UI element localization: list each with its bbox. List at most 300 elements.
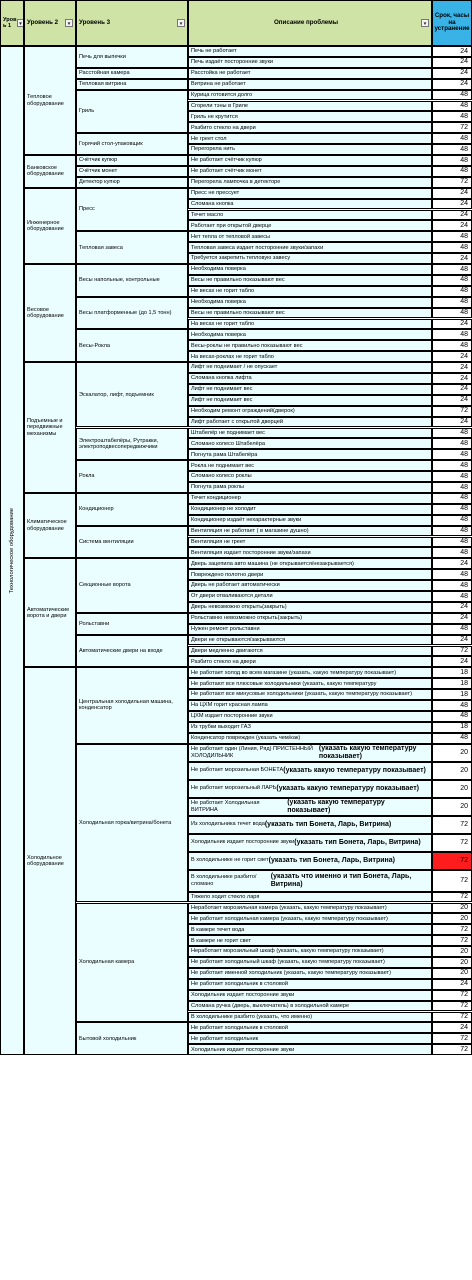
level-3-item	[76, 166, 188, 177]
deadline-hours-value: 72	[460, 123, 468, 131]
deadline-hours-value: 48	[460, 243, 468, 251]
problem-description	[188, 1001, 432, 1012]
problem-description-emphasis: (указать какую температуру показывает)	[318, 744, 417, 760]
deadline-hours	[432, 935, 472, 946]
problem-description	[188, 558, 432, 569]
deadline-hours-value: 72	[460, 936, 468, 944]
problem-description-text: Не греет стол	[191, 135, 227, 142]
problem-description	[188, 242, 432, 253]
problem-description-text: Неработает морозильная камера (указать, какую температуру показывает)	[191, 904, 387, 911]
deadline-hours	[432, 417, 472, 428]
problem-description-text: Штабелёр не поднимает вес	[191, 429, 265, 436]
deadline-hours-value: 48	[460, 232, 468, 240]
deadline-hours-value: 48	[460, 276, 468, 284]
deadline-hours	[432, 591, 472, 602]
deadline-hours	[432, 834, 472, 852]
deadline-hours	[432, 220, 472, 231]
deadline-hours-value: 20	[460, 958, 468, 966]
problem-description-text: Не работают все минусовые холодильники (указать, какую температуру показывает)	[191, 691, 412, 698]
problem-description	[188, 351, 432, 362]
problem-description-text: Сломана кнопка	[191, 200, 234, 207]
problem-description	[188, 834, 432, 852]
filter-dropdown-icon[interactable]: ▾	[421, 19, 429, 27]
level-3-label: Пресс	[79, 206, 95, 213]
problem-description-text: Тяжело ходит стекло ларя	[191, 893, 260, 900]
problem-description	[188, 515, 432, 526]
deadline-hours-value: 24	[460, 603, 468, 611]
level-3-label: Печь для выпечки	[79, 53, 126, 60]
problem-description-text: Лифт работает с открытой дверцей	[191, 418, 283, 425]
deadline-hours-value: 48	[460, 570, 468, 578]
problem-description	[188, 319, 432, 330]
filter-dropdown-icon[interactable]: ▾	[17, 19, 24, 27]
problem-description	[188, 547, 432, 558]
problem-description	[188, 384, 432, 395]
problem-description-text: Не работает морозильный ЛАРЬ	[191, 785, 277, 792]
deadline-hours	[432, 656, 472, 667]
level-3-item	[76, 297, 188, 330]
problem-description	[188, 762, 432, 780]
deadline-hours-value: 20	[460, 748, 468, 756]
deadline-hours	[432, 122, 472, 133]
problem-description	[188, 231, 432, 242]
deadline-hours-value: 24	[460, 47, 468, 55]
deadline-hours-value: 48	[460, 461, 468, 469]
problem-description	[188, 210, 432, 221]
deadline-hours	[432, 1001, 472, 1012]
problem-description	[188, 133, 432, 144]
deadline-hours-value: 72	[460, 178, 468, 186]
problem-description	[188, 68, 432, 79]
deadline-hours-value: 18	[460, 668, 468, 676]
problem-description-text: Холодильник издает посторонние звуки	[191, 839, 295, 846]
deadline-hours-value: 48	[460, 548, 468, 556]
header-level-3	[76, 0, 188, 46]
deadline-hours	[432, 613, 472, 624]
deadline-hours	[432, 913, 472, 924]
deadline-hours-value: 72	[460, 876, 468, 884]
header-deadline	[432, 0, 472, 46]
problem-description	[188, 591, 432, 602]
problem-description	[188, 297, 432, 308]
deadline-hours	[432, 133, 472, 144]
deadline-hours	[432, 1012, 472, 1023]
problem-description-text: Вентиляция не работает ( в магазине душно)	[191, 527, 309, 534]
problem-description-text: Повреждено полотно двери	[191, 571, 264, 578]
deadline-hours-value: 48	[460, 483, 468, 491]
problem-description-text: Течет кондиционер	[191, 495, 241, 502]
level-3-label: Тепловая витрина	[79, 81, 127, 87]
deadline-hours-value: 24	[460, 352, 468, 360]
problem-description-text: Тепловая завеса издает посторонние звуки/запахи	[191, 244, 324, 251]
level-2-label: Весовое оборудование	[27, 306, 64, 320]
level-3-item	[76, 903, 188, 1023]
deadline-hours	[432, 580, 472, 591]
problem-description	[188, 395, 432, 406]
deadline-hours	[432, 537, 472, 548]
deadline-hours	[432, 700, 472, 711]
level-2-group	[24, 667, 76, 1055]
deadline-hours-value: 24	[460, 374, 468, 382]
deadline-hours-value: 48	[460, 112, 468, 120]
deadline-hours	[432, 471, 472, 482]
problem-description	[188, 177, 432, 188]
problem-description	[188, 253, 432, 264]
deadline-hours	[432, 275, 472, 286]
level-3-label: Рольставни	[79, 620, 110, 627]
deadline-hours	[432, 111, 472, 122]
deadline-hours-value: 72	[460, 856, 468, 864]
problem-description-text: Сломана кнопка лифта	[191, 375, 252, 382]
deadline-hours-value: 48	[460, 330, 468, 338]
problem-description	[188, 428, 432, 439]
problem-description	[188, 482, 432, 493]
problem-description	[188, 286, 432, 297]
deadline-hours-value: 72	[460, 820, 468, 828]
problem-description-text: Дверь невозможно открыть(закрыть)	[191, 604, 287, 611]
level-2-group	[24, 264, 76, 362]
level-3-item	[76, 635, 188, 668]
deadline-hours-value: 48	[460, 505, 468, 513]
problem-description-text: Дверь не работает автоматически	[191, 582, 280, 589]
deadline-hours-value: 24	[460, 614, 468, 622]
problem-description-text: Не весах не горит табло	[191, 288, 255, 295]
problem-description-text: Перегорела лампочка в детекторе	[191, 179, 281, 186]
deadline-hours	[432, 155, 472, 166]
problem-description-text: Неработает морозильный шкаф (указать, какую температуру показывает)	[191, 948, 384, 955]
problem-description-text: Лифт не поднимает вес	[191, 386, 253, 393]
deadline-hours	[432, 90, 472, 101]
level-2-group	[24, 493, 76, 558]
problem-description-text: Холодильник издает посторонние звуки	[191, 992, 295, 998]
deadline-hours-value: 20	[460, 969, 468, 977]
deadline-hours	[432, 395, 472, 406]
level-3-item	[76, 188, 188, 232]
problem-description	[188, 990, 432, 1001]
deadline-hours	[432, 711, 472, 722]
level-3-item	[76, 90, 188, 134]
deadline-hours	[432, 286, 472, 297]
deadline-hours-value: 24	[460, 657, 468, 665]
level-3-label: Кондиционер	[79, 506, 114, 513]
deadline-hours-value: 24	[460, 80, 468, 88]
deadline-hours-value: 24	[460, 636, 468, 644]
problem-description	[188, 979, 432, 990]
problem-description-text: Не работает холодильник	[191, 1035, 259, 1042]
problem-description	[188, 635, 432, 646]
problem-description	[188, 870, 432, 892]
problem-description	[188, 924, 432, 935]
problem-description	[188, 580, 432, 591]
problem-description-text: Весы не правильно показывают вес	[191, 309, 285, 316]
deadline-hours	[432, 308, 472, 319]
problem-description	[188, 438, 432, 449]
problem-description-text: Не работает счётчик купюр	[191, 157, 262, 164]
header-description-label: Описание проблемы	[273, 18, 339, 26]
problem-description	[188, 602, 432, 613]
problem-description-text: Погнута рама Штабелёра	[191, 451, 258, 458]
level-3-label: Весы платформенные (до 1,5 тонн)	[79, 309, 172, 316]
level-3-item	[76, 264, 188, 297]
deadline-hours	[432, 526, 472, 537]
deadline-hours	[432, 373, 472, 384]
deadline-hours-value: 20	[460, 904, 468, 912]
deadline-hours-value: 48	[460, 450, 468, 458]
deadline-hours-value: 48	[460, 734, 468, 742]
problem-description	[188, 935, 432, 946]
level-3-item	[76, 667, 188, 743]
problem-description-text: Необходима поверка	[191, 331, 246, 338]
problem-description-text: В камере не горит свет	[191, 937, 252, 944]
deadline-hours-value: 48	[460, 592, 468, 600]
deadline-hours	[432, 798, 472, 816]
problem-description-text: Разбито стекло на двери	[191, 658, 256, 665]
level-3-item	[76, 79, 188, 90]
deadline-hours-value: 48	[460, 134, 468, 142]
deadline-hours-value: 48	[460, 167, 468, 175]
deadline-hours-value: 72	[460, 1034, 468, 1042]
deadline-hours	[432, 79, 472, 90]
deadline-hours-value: 48	[460, 472, 468, 480]
deadline-hours-value: 20	[460, 766, 468, 774]
deadline-hours	[432, 1022, 472, 1033]
problem-description	[188, 1022, 432, 1033]
problem-description-text: Из холодильника течет вода	[191, 821, 265, 828]
problem-description-text: Кондиционер не холодит	[191, 506, 256, 513]
problem-description	[188, 946, 432, 957]
problem-description	[188, 816, 432, 834]
problem-description	[188, 903, 432, 914]
problem-description-text: Сломано колесо Штабелёра	[191, 440, 265, 447]
deadline-hours-value: 20	[460, 802, 468, 810]
problem-description	[188, 624, 432, 635]
problem-description-text: Не работает Холодильная ВИТРИНА	[191, 800, 260, 813]
problem-description	[188, 798, 432, 816]
problem-description-text: Из трубки выходит ГАЗ	[191, 724, 251, 731]
level-2-group	[24, 362, 76, 493]
level-1-column	[0, 46, 24, 1055]
deadline-hours	[432, 762, 472, 780]
problem-description	[188, 1012, 432, 1023]
level-2-label: Холодильное оборудование	[27, 854, 64, 868]
deadline-hours	[432, 384, 472, 395]
deadline-hours-value: 24	[460, 200, 468, 208]
deadline-hours	[432, 177, 472, 188]
deadline-hours	[432, 816, 472, 834]
problem-description	[188, 913, 432, 924]
level-3-item	[76, 362, 188, 427]
level-3-label: Весы-Рокла	[79, 342, 111, 349]
level-3-label: Секционные ворота	[79, 582, 131, 589]
level-2-group	[24, 155, 76, 188]
deadline-hours	[432, 406, 472, 417]
level-2-label: Климатическое оборудование	[27, 519, 67, 532]
deadline-hours	[432, 733, 472, 744]
problem-description	[188, 155, 432, 166]
deadline-hours	[432, 624, 472, 635]
level-3-label: Эскалатор, лифт, подъемник	[79, 391, 154, 398]
problem-description	[188, 678, 432, 689]
problem-description-text: Не работает один (Линия, Ряд) ПРИСТЕННЫЙ ХОЛОДИЛЬНИК	[191, 746, 313, 759]
deadline-hours-value: 48	[460, 102, 468, 110]
deadline-hours-value: 72	[460, 991, 468, 999]
deadline-hours	[432, 979, 472, 990]
problem-description	[188, 526, 432, 537]
deadline-hours-value: 24	[460, 58, 468, 66]
problem-description-text: Курица готовится долго	[191, 91, 253, 98]
deadline-hours-value: 48	[460, 712, 468, 720]
deadline-hours-value: 24	[460, 69, 468, 77]
level-3-label: Автоматические двери на входе	[79, 647, 163, 654]
level-3-label: Счётчик купюр	[79, 157, 118, 164]
deadline-hours	[432, 144, 472, 155]
problem-description	[188, 733, 432, 744]
deadline-hours-value: 24	[460, 396, 468, 404]
problem-description-text: Гриль не крутится	[191, 113, 238, 120]
problem-description	[188, 308, 432, 319]
level-3-label: Рокла	[79, 473, 95, 480]
level-3-label: Бытовой холодильник	[79, 1035, 137, 1042]
deadline-hours-value: 24	[460, 254, 468, 262]
problem-description	[188, 275, 432, 286]
problem-description	[188, 471, 432, 482]
deadline-hours	[432, 547, 472, 558]
deadline-hours	[432, 646, 472, 657]
header-description	[188, 0, 432, 46]
problem-description-text: Работает при открытой дверце	[191, 222, 272, 229]
level-2-label: Тепловое оборудование	[27, 94, 64, 107]
deadline-hours	[432, 199, 472, 210]
level-3-label: Весы напольные, контрольные	[79, 277, 160, 284]
problem-description	[188, 199, 432, 210]
problem-description-text: В камере течет вода	[191, 926, 245, 933]
header-deadline-label: Срок, часы на устранение	[434, 11, 470, 33]
deadline-hours	[432, 892, 472, 903]
deadline-hours	[432, 558, 472, 569]
problem-description	[188, 646, 432, 657]
problem-description-text: Рокла не поднимает вес	[191, 462, 255, 469]
deadline-hours	[432, 264, 472, 275]
level-3-label: Система вентиляции	[79, 538, 134, 545]
deadline-hours	[432, 210, 472, 221]
deadline-hours	[432, 460, 472, 471]
deadline-hours	[432, 1044, 472, 1055]
problem-description-text: Разбито стекло на двери	[191, 124, 256, 131]
problem-description-text: Печь издаёт посторонние звуки	[191, 59, 274, 66]
problem-description-emphasis: (указать какую температуру показывает)	[276, 784, 419, 792]
problem-description-text: Лифт не поднимает / не опускает	[191, 364, 278, 371]
problem-description-text: От двери отваливаются детали	[191, 593, 273, 600]
problem-description-text: Сгорели тэны в Гриле	[191, 102, 248, 109]
filter-dropdown-icon[interactable]: ▾	[177, 19, 185, 27]
problem-description	[188, 166, 432, 177]
problem-description	[188, 968, 432, 979]
deadline-hours-value: 24	[460, 221, 468, 229]
filter-dropdown-icon[interactable]: ▾	[65, 19, 73, 27]
deadline-hours-value: 72	[460, 647, 468, 655]
deadline-hours-value: 24	[460, 189, 468, 197]
problem-description-emphasis: (указать тип Бонета, Ларь, Витрина)	[268, 856, 395, 864]
deadline-hours-value: 48	[460, 156, 468, 164]
problem-description-emphasis: (указать тип Бонета, Ларь, Витрина)	[294, 838, 421, 846]
problem-description-text: Требуется закрепить тепловую завесу	[191, 255, 291, 262]
problem-description-text: Не работает холод во всем магазине (указать, какую температуру показывает)	[191, 669, 397, 676]
deadline-hours	[432, 968, 472, 979]
level-3-item	[76, 177, 188, 188]
deadline-hours	[432, 990, 472, 1001]
problem-description	[188, 689, 432, 700]
deadline-hours	[432, 678, 472, 689]
header-level-1	[0, 0, 24, 46]
level-3-label: Горячий стол-упаковщик	[79, 140, 143, 147]
deadline-hours	[432, 166, 472, 177]
deadline-hours	[432, 438, 472, 449]
level-3-item	[76, 68, 188, 79]
problem-description-text: В холодильнике разбито (указать, что именно)	[191, 1013, 313, 1020]
deadline-hours-value: 48	[460, 701, 468, 709]
problem-description-text: В холодильнике не горит свет	[191, 857, 269, 864]
level-3-label: Расстойная камера	[79, 70, 130, 77]
problem-description-text: Не работают все плюсовые холодильники (указать, какую температуру	[191, 680, 377, 687]
problem-description-text: Печь не работает	[191, 48, 237, 55]
level-3-item	[76, 744, 188, 903]
deadline-hours-value: 72	[460, 893, 468, 901]
problem-description-text: Сломано колесо роклы	[191, 473, 252, 480]
problem-description-text: Перегорела нить	[191, 146, 236, 153]
problem-description-emphasis: (указать какую температуру показывает)	[283, 766, 426, 774]
problem-description	[188, 220, 432, 231]
problem-description-text: Не работает холодильный шкаф (указать, какую температуру показывает)	[191, 959, 385, 966]
deadline-hours-value: 24	[460, 559, 468, 567]
problem-description-text: Вентиляция издает посторонние звуки/запахи	[191, 549, 311, 556]
deadline-hours-value: 18	[460, 723, 468, 731]
deadline-hours-value: 48	[460, 309, 468, 317]
deadline-hours-value: 48	[460, 341, 468, 349]
problem-description-text: Рольставню невозможно открыть(закрыть)	[191, 615, 303, 622]
problem-description	[188, 656, 432, 667]
problem-description-text: Холодильник издает посторонние звуки	[191, 1046, 295, 1053]
level-3-label: Электроштабелёры, Рутракки, электроподвесопередвижчики	[79, 437, 159, 450]
deadline-hours-value: 24	[460, 1023, 468, 1031]
deadline-hours-value: 48	[460, 91, 468, 99]
level-3-item	[76, 231, 188, 264]
deadline-hours	[432, 297, 472, 308]
problem-description	[188, 417, 432, 428]
problem-description	[188, 780, 432, 798]
problem-description-text: Кондиционер издаёт нехарактерные звуки	[191, 517, 302, 523]
deadline-hours	[432, 428, 472, 439]
level-3-item	[76, 558, 188, 613]
level-3-item	[76, 613, 188, 635]
problem-description	[188, 79, 432, 90]
deadline-hours	[432, 57, 472, 68]
deadline-hours	[432, 482, 472, 493]
problem-description	[188, 122, 432, 133]
deadline-hours-value: 72	[460, 407, 468, 415]
problem-description-text: Весы не правильно показывают вес	[191, 277, 285, 284]
problem-description-text: Не работает счётчик монет	[191, 168, 262, 175]
problem-description-emphasis: (указать какую температуру показывает)	[287, 798, 385, 814]
problem-description	[188, 362, 432, 373]
level-3-item	[76, 1022, 188, 1055]
deadline-hours	[432, 946, 472, 957]
deadline-hours-value: 48	[460, 439, 468, 447]
deadline-hours	[432, 903, 472, 914]
problem-description-text: На весах не горит табло	[191, 320, 255, 327]
problem-description	[188, 406, 432, 417]
level-3-label: Холодильная горка/витрина/бонета	[79, 819, 172, 826]
deadline-hours	[432, 504, 472, 515]
